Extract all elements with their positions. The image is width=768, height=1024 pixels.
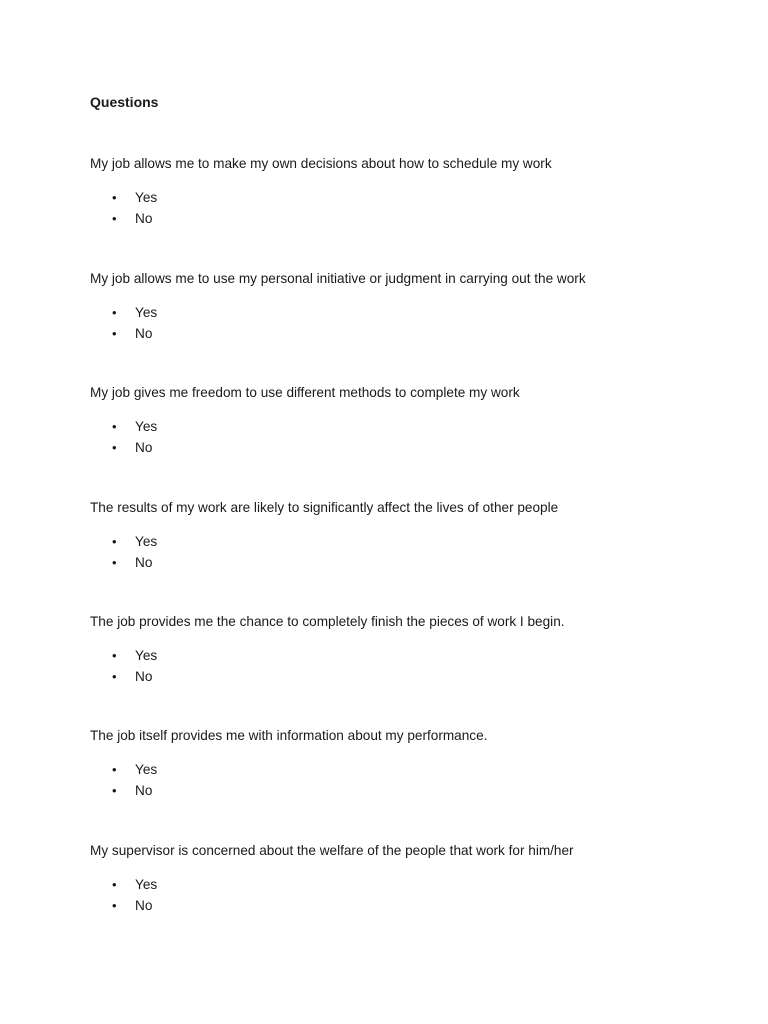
bullet-icon: • xyxy=(112,877,117,892)
answer-options-list xyxy=(90,187,730,229)
answer-option-yes[interactable] xyxy=(90,187,730,208)
bullet-icon: • xyxy=(112,534,117,549)
option-label: Yes xyxy=(135,877,158,892)
option-label: Yes xyxy=(135,419,158,434)
document-heading: Questions xyxy=(90,94,159,110)
question-block xyxy=(90,613,730,687)
bullet-icon: • xyxy=(112,305,117,320)
question-text: The job itself provides me with information about my performance. xyxy=(90,728,488,743)
option-label: Yes xyxy=(135,305,158,320)
bullet-icon: • xyxy=(112,783,117,798)
bullet-icon: • xyxy=(112,555,117,570)
question-block xyxy=(90,499,730,573)
answer-option-yes[interactable] xyxy=(90,531,730,552)
bullet-icon: • xyxy=(112,898,117,913)
option-label: Yes xyxy=(135,190,158,205)
answer-option-yes[interactable] xyxy=(90,302,730,323)
answer-option-yes[interactable] xyxy=(90,645,730,666)
bullet-icon: • xyxy=(112,190,117,205)
option-label: No xyxy=(135,555,153,570)
answer-option-no[interactable] xyxy=(90,780,730,801)
option-label: Yes xyxy=(135,534,158,549)
question-text: My supervisor is concerned about the welfare of the people that work for him/her xyxy=(90,843,574,858)
option-label: No xyxy=(135,669,153,684)
question-text: The job provides me the chance to completely finish the pieces of work I begin. xyxy=(90,614,565,629)
option-label: Yes xyxy=(135,648,158,663)
answer-options-list xyxy=(90,302,730,344)
bullet-icon: • xyxy=(112,419,117,434)
option-label: Yes xyxy=(135,762,158,777)
answer-options-list xyxy=(90,531,730,573)
option-label: No xyxy=(135,898,153,913)
answer-option-no[interactable] xyxy=(90,666,730,687)
answer-option-no[interactable] xyxy=(90,552,730,573)
answer-option-no[interactable] xyxy=(90,323,730,344)
question-text: My job allows me to use my personal initiative or judgment in carrying out the work xyxy=(90,271,586,286)
answer-options-list xyxy=(90,416,730,458)
question-block xyxy=(90,727,730,801)
question-text: My job allows me to make my own decisions about how to schedule my work xyxy=(90,156,552,171)
answer-option-yes[interactable] xyxy=(90,759,730,780)
answer-option-no[interactable] xyxy=(90,437,730,458)
answer-options-list xyxy=(90,645,730,687)
answer-option-no[interactable] xyxy=(90,208,730,229)
question-block xyxy=(90,270,730,344)
bullet-icon: • xyxy=(112,648,117,663)
question-block xyxy=(90,155,730,229)
bullet-icon: • xyxy=(112,440,117,455)
option-label: No xyxy=(135,211,153,226)
option-label: No xyxy=(135,440,153,455)
question-block xyxy=(90,384,730,458)
answer-options-list xyxy=(90,874,730,916)
bullet-icon: • xyxy=(112,211,117,226)
question-text: My job gives me freedom to use different methods to complete my work xyxy=(90,385,520,400)
question-text: The results of my work are likely to significantly affect the lives of other people xyxy=(90,500,559,515)
answer-options-list xyxy=(90,759,730,801)
bullet-icon: • xyxy=(112,669,117,684)
bullet-icon: • xyxy=(112,762,117,777)
answer-option-yes[interactable] xyxy=(90,874,730,895)
bullet-icon: • xyxy=(112,326,117,341)
answer-option-no[interactable] xyxy=(90,895,730,916)
answer-option-yes[interactable] xyxy=(90,416,730,437)
option-label: No xyxy=(135,326,153,341)
option-label: No xyxy=(135,783,153,798)
question-block xyxy=(90,842,730,916)
